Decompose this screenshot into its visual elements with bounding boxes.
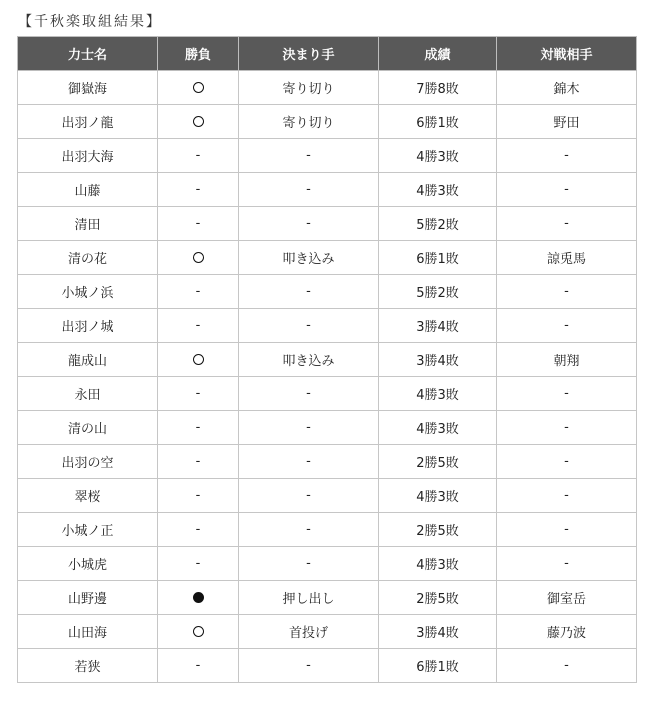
table-row [18,479,637,513]
technique-cell: - [239,309,379,343]
table-row [18,207,637,241]
opponent-cell: - [497,547,637,581]
table-row [18,275,637,309]
header-opponent: 対戦相手 [497,37,637,71]
result-cell: - [158,139,239,173]
table-row [18,173,637,207]
result-cell: - [158,479,239,513]
opponent-cell: 錦木 [497,71,637,105]
technique-cell: - [239,275,379,309]
opponent-cell: 藤乃波 [497,615,637,649]
record-cell: 5勝2敗 [379,275,497,309]
opponent-cell: 諒兎馬 [497,241,637,275]
opponent-cell: - [497,139,637,173]
result-cell [158,581,239,615]
table-row [18,241,637,275]
wrestler-name-cell: 出羽の空 [18,445,158,479]
table-row [18,445,637,479]
record-cell: 4勝3敗 [379,547,497,581]
win-circle-icon [193,82,204,93]
win-circle-icon [193,626,204,637]
record-cell: 2勝5敗 [379,445,497,479]
technique-cell: - [239,173,379,207]
result-cell [158,241,239,275]
record-cell: 7勝8敗 [379,71,497,105]
win-circle-icon [193,252,204,263]
table-body [18,71,637,683]
result-cell [158,105,239,139]
technique-cell: - [239,547,379,581]
table-row [18,309,637,343]
header-technique: 決まり手 [239,37,379,71]
opponent-cell: - [497,377,637,411]
table-row [18,649,637,683]
record-cell: 6勝1敗 [379,105,497,139]
technique-cell: 叩き込み [239,343,379,377]
record-cell: 6勝1敗 [379,649,497,683]
result-cell: - [158,275,239,309]
table-row [18,139,637,173]
result-cell: - [158,649,239,683]
page-title: 【千秋楽取組結果】 [18,14,162,30]
result-cell: - [158,411,239,445]
record-cell: 4勝3敗 [379,139,497,173]
wrestler-name-cell: 永田 [18,377,158,411]
wrestler-name-cell: 若狭 [18,649,158,683]
technique-cell: 押し出し [239,581,379,615]
wrestler-name-cell: 小城ノ浜 [18,275,158,309]
result-cell: - [158,513,239,547]
wrestler-name-cell: 清の花 [18,241,158,275]
opponent-cell: - [497,479,637,513]
technique-cell: - [239,479,379,513]
wrestler-name-cell: 出羽ノ城 [18,309,158,343]
technique-cell: - [239,411,379,445]
technique-cell: - [239,139,379,173]
win-circle-icon [193,116,204,127]
record-cell: 4勝3敗 [379,411,497,445]
record-cell: 4勝3敗 [379,173,497,207]
table-row [18,411,637,445]
table-row [18,615,637,649]
record-cell: 3勝4敗 [379,615,497,649]
wrestler-name-cell: 龍成山 [18,343,158,377]
opponent-cell: 御室岳 [497,581,637,615]
record-cell: 5勝2敗 [379,207,497,241]
result-cell: - [158,173,239,207]
technique-cell: 寄り切り [239,71,379,105]
technique-cell: - [239,649,379,683]
opponent-cell: - [497,445,637,479]
table-row [18,547,637,581]
result-cell: - [158,547,239,581]
result-cell: - [158,445,239,479]
win-circle-icon [193,354,204,365]
technique-cell: 叩き込み [239,241,379,275]
table-row [18,105,637,139]
table-header-row [18,37,637,71]
result-cell [158,615,239,649]
opponent-cell: - [497,207,637,241]
technique-cell: 寄り切り [239,105,379,139]
table-row [18,513,637,547]
wrestler-name-cell: 御嶽海 [18,71,158,105]
wrestler-name-cell: 山藤 [18,173,158,207]
opponent-cell: 野田 [497,105,637,139]
record-cell: 3勝4敗 [379,309,497,343]
technique-cell: - [239,513,379,547]
wrestler-name-cell: 小城ノ正 [18,513,158,547]
wrestler-name-cell: 出羽大海 [18,139,158,173]
opponent-cell: - [497,649,637,683]
technique-cell: - [239,207,379,241]
table-row [18,581,637,615]
result-cell: - [158,207,239,241]
opponent-cell: 朝翔 [497,343,637,377]
wrestler-name-cell: 翠桜 [18,479,158,513]
opponent-cell: - [497,275,637,309]
loss-circle-icon [193,592,204,603]
table-row [18,71,637,105]
bout-results-table [17,36,637,683]
header-name: 力士名 [18,37,158,71]
record-cell: 4勝3敗 [379,479,497,513]
technique-cell: 首投げ [239,615,379,649]
result-cell [158,71,239,105]
technique-cell: - [239,445,379,479]
opponent-cell: - [497,309,637,343]
wrestler-name-cell: 清の山 [18,411,158,445]
wrestler-name-cell: 出羽ノ龍 [18,105,158,139]
header-record: 成績 [379,37,497,71]
header-result: 勝負 [158,37,239,71]
wrestler-name-cell: 清田 [18,207,158,241]
table-row [18,343,637,377]
wrestler-name-cell: 山田海 [18,615,158,649]
wrestler-name-cell: 山野邊 [18,581,158,615]
opponent-cell: - [497,513,637,547]
result-cell: - [158,309,239,343]
record-cell: 2勝5敗 [379,513,497,547]
result-cell [158,343,239,377]
record-cell: 4勝3敗 [379,377,497,411]
table-row [18,377,637,411]
technique-cell: - [239,377,379,411]
result-cell: - [158,377,239,411]
opponent-cell: - [497,411,637,445]
record-cell: 3勝4敗 [379,343,497,377]
opponent-cell: - [497,173,637,207]
record-cell: 2勝5敗 [379,581,497,615]
record-cell: 6勝1敗 [379,241,497,275]
wrestler-name-cell: 小城虎 [18,547,158,581]
